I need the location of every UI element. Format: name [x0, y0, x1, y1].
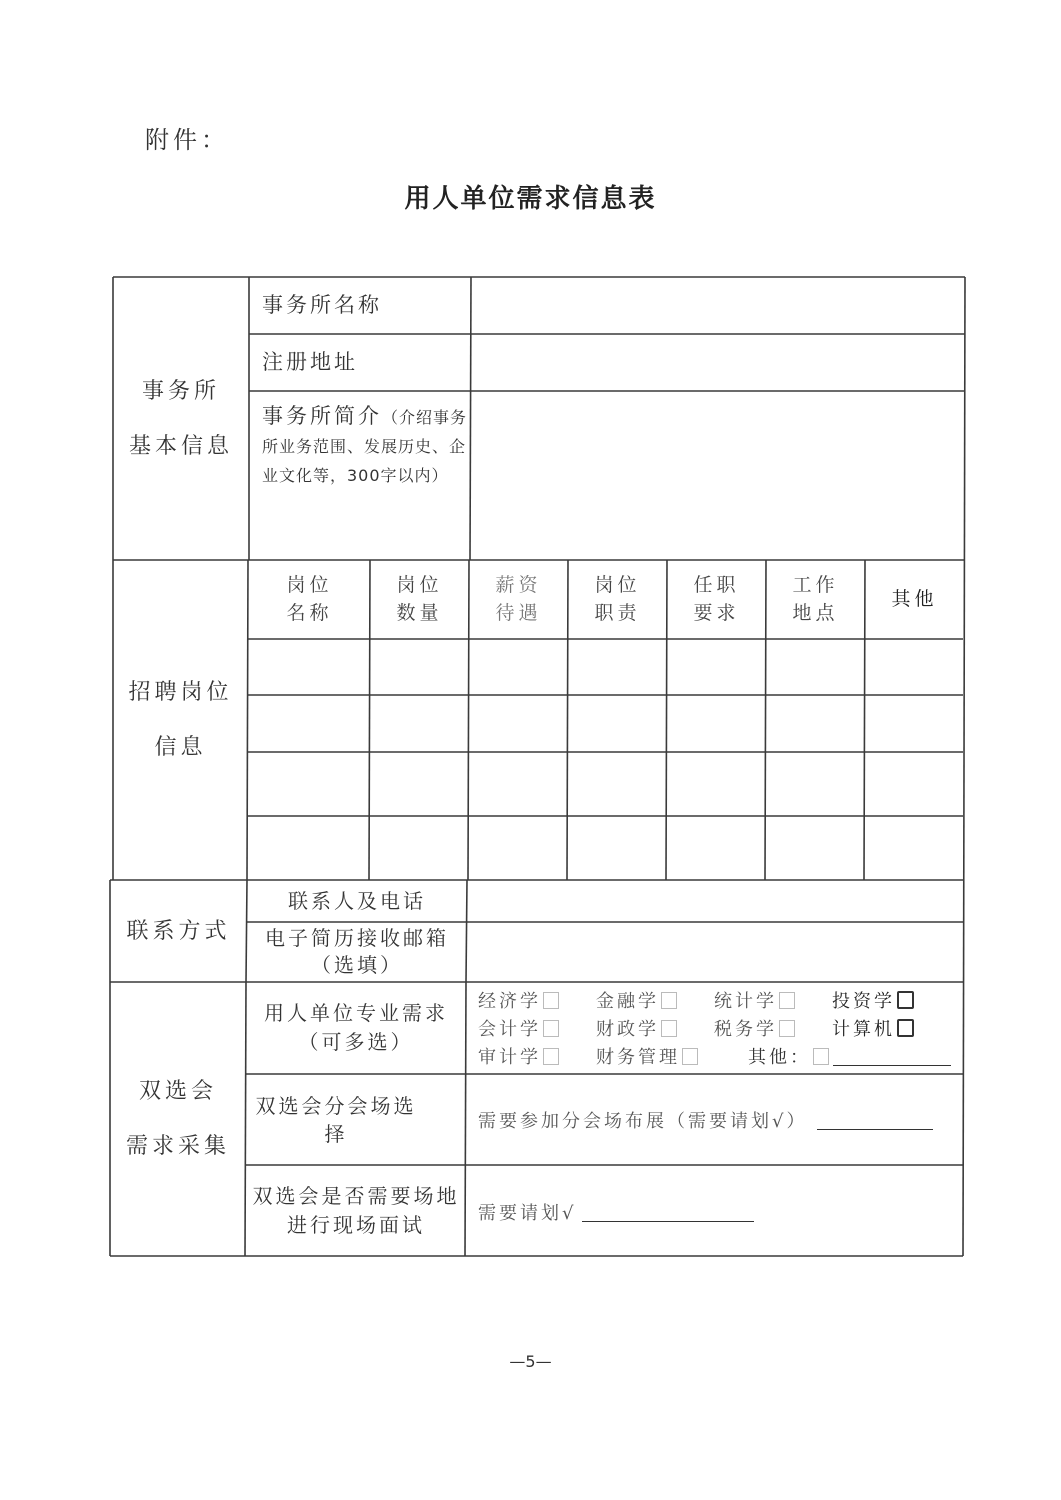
major-option-taxation[interactable]	[714, 1015, 795, 1041]
major-label: 金融学	[596, 991, 659, 1012]
col-other: 其他	[891, 587, 938, 610]
major-option-finance[interactable]	[596, 987, 677, 1013]
major-label: 经济学	[478, 991, 541, 1012]
attachment-label: 附件：	[145, 126, 229, 154]
email-label: 电子简历接收邮箱 （选填）	[265, 926, 449, 977]
interview-option	[478, 1199, 754, 1225]
major-option-financial-management[interactable]	[596, 1043, 698, 1069]
interview-label: 双选会是否需要场地 进行现场面试	[252, 1183, 460, 1237]
checkbox-icon[interactable]	[661, 1020, 677, 1037]
firm-name-field[interactable]	[472, 278, 964, 333]
col-duties: 岗位 职责	[594, 573, 641, 624]
recruit-row-4[interactable]	[249, 817, 963, 879]
checkbox-icon[interactable]	[543, 1020, 559, 1037]
major-label: 投资学	[832, 991, 895, 1012]
major-label: 其他：	[748, 1047, 811, 1068]
section-contact: 联系方式	[126, 918, 231, 944]
page-title: 用人单位需求信息表	[404, 184, 657, 214]
major-option-accounting[interactable]	[478, 1015, 559, 1041]
major-option-computer[interactable]	[832, 1015, 914, 1041]
major-option-statistics[interactable]	[714, 987, 795, 1013]
checkbox-icon[interactable]	[779, 1020, 795, 1037]
other-major-blank[interactable]	[833, 1047, 951, 1066]
checkbox-icon[interactable]	[779, 992, 795, 1009]
venue-blank[interactable]	[817, 1111, 933, 1130]
contact-person-label: 联系人及电话	[288, 889, 426, 913]
major-option-auditing[interactable]	[478, 1043, 559, 1069]
email-field[interactable]	[468, 923, 962, 981]
major-demand-label: 用人单位专业需求 （可多选）	[264, 1001, 448, 1054]
venue-text: 需要参加分会场布展（需要请划√）	[478, 1111, 808, 1132]
section-recruit-info: 招聘岗位 信息	[128, 680, 233, 760]
recruit-row-1[interactable]	[249, 640, 963, 695]
checkbox-icon[interactable]	[543, 992, 559, 1009]
checkbox-icon[interactable]	[897, 991, 914, 1009]
major-option-economics[interactable]	[478, 987, 559, 1013]
recruit-row-3[interactable]	[249, 753, 963, 816]
col-position-name: 岗位 名称	[286, 573, 333, 624]
major-label: 税务学	[714, 1019, 777, 1040]
contact-person-field[interactable]	[468, 881, 962, 921]
firm-name-label: 事务所名称	[262, 292, 382, 317]
col-position-count: 岗位 数量	[396, 573, 443, 624]
address-label: 注册地址	[262, 349, 358, 374]
intro-main: 事务所简介	[262, 404, 382, 428]
col-salary: 薪资 待遇	[495, 573, 542, 624]
major-option-other[interactable]	[748, 1043, 951, 1069]
address-field[interactable]	[472, 335, 964, 390]
checkbox-icon[interactable]	[543, 1048, 559, 1065]
checkbox-icon[interactable]	[682, 1048, 698, 1065]
col-location: 工作 地点	[792, 573, 839, 624]
major-option-investment[interactable]	[832, 987, 914, 1013]
checkbox-icon[interactable]	[897, 1019, 914, 1037]
section-job-fair: 双选会 需求采集	[125, 1079, 230, 1159]
major-label: 审计学	[478, 1047, 541, 1068]
checkbox-icon[interactable]	[813, 1048, 829, 1065]
interview-text: 需要请划√	[478, 1203, 577, 1224]
checkbox-icon[interactable]	[661, 992, 677, 1009]
major-label: 会计学	[478, 1019, 541, 1040]
intro-field[interactable]	[472, 392, 964, 559]
major-label: 统计学	[714, 991, 777, 1012]
intro-note: （介绍事务所业务范围、发展历史、企业文化等，300字以内）	[262, 408, 468, 485]
major-label: 财政学	[596, 1019, 659, 1040]
major-option-public-finance[interactable]	[596, 1015, 677, 1041]
major-label: 财务管理	[596, 1047, 680, 1068]
intro-label	[262, 402, 467, 490]
venue-option	[478, 1107, 933, 1133]
venue-label: 双选会分会场选择	[255, 1093, 417, 1146]
section-basic-info: 事务所 基本信息	[128, 378, 233, 459]
major-label: 计算机	[832, 1019, 895, 1040]
col-requirements: 任职 要求	[693, 573, 740, 624]
recruit-row-2[interactable]	[249, 696, 963, 752]
interview-blank[interactable]	[582, 1203, 754, 1222]
page-number: —5—	[509, 1352, 552, 1371]
